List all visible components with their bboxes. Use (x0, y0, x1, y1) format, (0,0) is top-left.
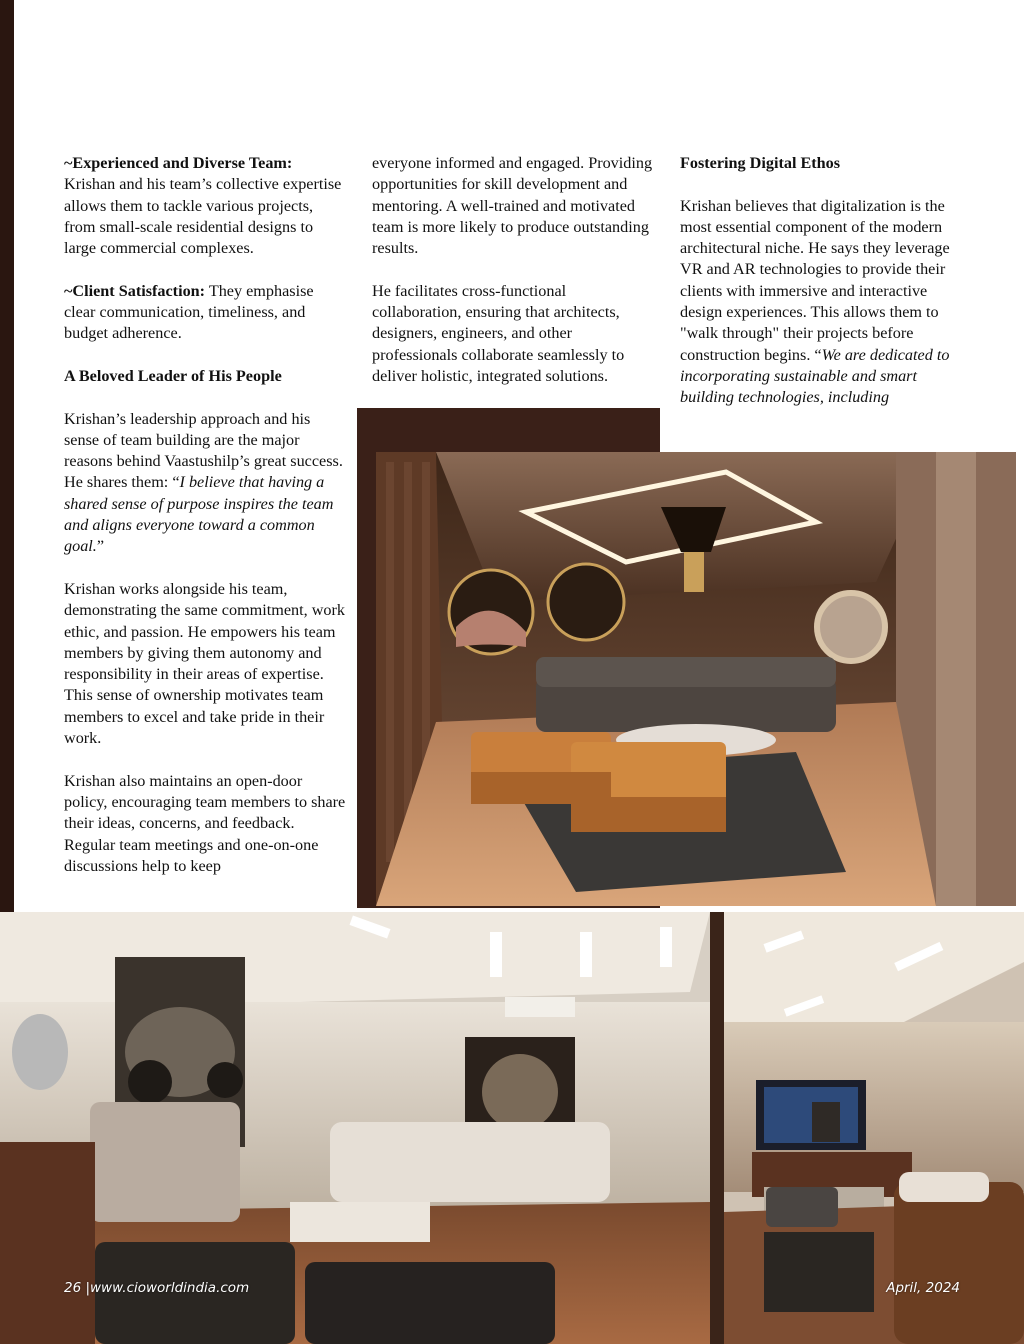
left-accent-bar (0, 0, 14, 912)
paragraph: everyone informed and engaged. Providing opportunities for skill development and mentoring. A well-trained and motivated team is more likely to produce outstanding results. (372, 154, 653, 258)
page-number-and-website: 26 |www.cioworldindia.com (64, 1280, 250, 1296)
lounge-interior-photo (376, 452, 1016, 906)
paragraph (64, 409, 346, 558)
text-column-1 (64, 153, 346, 898)
photo-divider (710, 912, 724, 1344)
paragraph (680, 196, 962, 409)
paragraph-text: Krishan and his team’s collective expertise allows them to tackle various projects, from small-scale residential designs to large commercial complexes. (64, 175, 342, 258)
issue-date: April, 2024 (886, 1280, 960, 1296)
paragraph-text: Krishan believes that digitalization is the most essential component of the modern architectural niche. He says they leverage VR and AR technologies to provide their clients with immersive and interactive design experiences. This allows them to "walk through" their projects before construction begins. “ (680, 196, 950, 364)
text-column-2 (372, 153, 654, 409)
paragraph: Krishan works alongside his team, demonstrating the same commitment, work ethic, and passion. He empowers his team members by giving them autonomy and responsibility in their areas of expertise. This sense of ownership motivates team members to excel and take pride in their work. (64, 579, 345, 748)
section-heading: Fostering Digital Ethos (680, 154, 841, 172)
paragraph-text: Krishan’s leadership approach and his sense of team building are the major reasons behind Vaastushilp’s great success. He shares them: “ (64, 409, 343, 492)
bold-lead-in: ~Client Satisfaction: (64, 281, 206, 300)
paragraph: Krishan also maintains an open-door policy, encouraging team members to share their ideas, concerns, and feedback. Regular team meetings and one-on-one discussions help to keep (64, 771, 346, 875)
paragraph: He facilitates cross-functional collaboration, ensuring that architects, designers, engineers, and other professionals collaborate seamlessly to deliver holistic, integrated solutions. (372, 281, 625, 385)
bold-lead-in: ~Experienced and Diverse Team: (64, 154, 293, 172)
paragraph (64, 153, 346, 259)
text-column-3 (680, 153, 962, 430)
italic-quote: I believe that having a shared sense of purpose inspires the team and aligns everyone toward a common goal. (64, 473, 334, 556)
section-heading: A Beloved Leader of His People (64, 366, 282, 385)
media-room-interior-photo (724, 912, 1024, 1344)
paragraph (64, 281, 346, 345)
italic-quote: We are dedicated to incorporating sustainable and smart building technologies, including (680, 345, 950, 407)
closing-quote-mark: ” (96, 537, 105, 556)
paragraph-text: They emphasise clear communication, timeliness, and budget adherence. (64, 281, 314, 343)
